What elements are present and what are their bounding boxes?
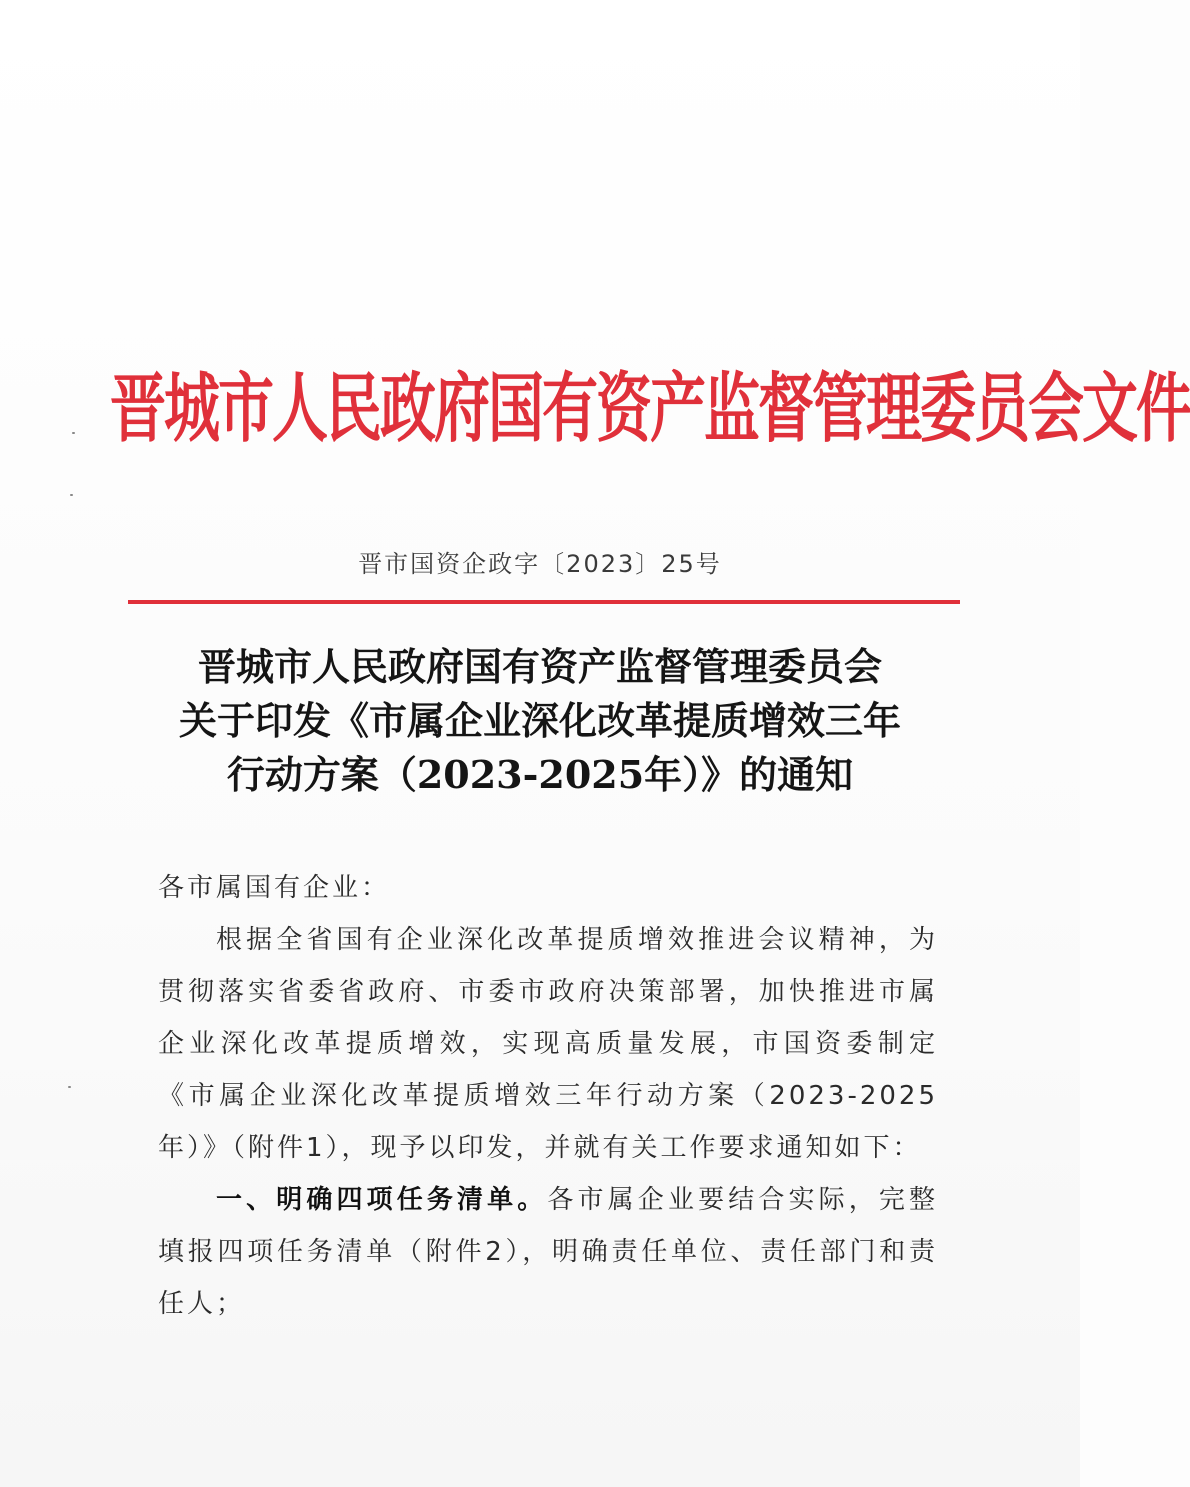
- document-masthead: 晋城市人民政府国有资产监督管理委员会文件: [110, 364, 1190, 454]
- title-line-2: 关于印发《市属企业深化改革提质增效三年: [178, 698, 901, 743]
- section-text: 各市属企业要结合实际，完整填报四项任务清单（附件2），明确责任单位、责任部门和责任人；: [158, 1185, 938, 1319]
- title-line-3: 行动方案（2023-2025年）》的通知: [226, 752, 854, 797]
- document-number: 晋市国资企政字〔2023〕25号: [358, 550, 722, 578]
- scan-speck: [72, 432, 75, 434]
- scan-speck: [68, 1086, 71, 1088]
- section-heading: 一、明确四项任务清单。: [216, 1185, 548, 1215]
- salutation: 各市属国有企业：: [158, 873, 391, 903]
- scan-speck: [70, 494, 73, 496]
- document-title: [130, 640, 950, 802]
- paragraph-intro: 根据全省国有企业深化改革提质增效推进会议精神，为贯彻落实省委省政府、市委市政府决策部署，加快推进市属企业深化改革提质增效，实现高质量发展，市国资委制定《市属企业深化改革提质增效三年行动方案（2023-2025年）》（附件1），现予以印发，并就有关工作要求通知如下：: [158, 925, 938, 1163]
- title-line-1: 晋城市人民政府国有资产监督管理委员会: [197, 644, 882, 689]
- document-body: [158, 862, 938, 1330]
- red-divider-rule: [128, 600, 960, 604]
- paragraph-task-list: [158, 1174, 938, 1330]
